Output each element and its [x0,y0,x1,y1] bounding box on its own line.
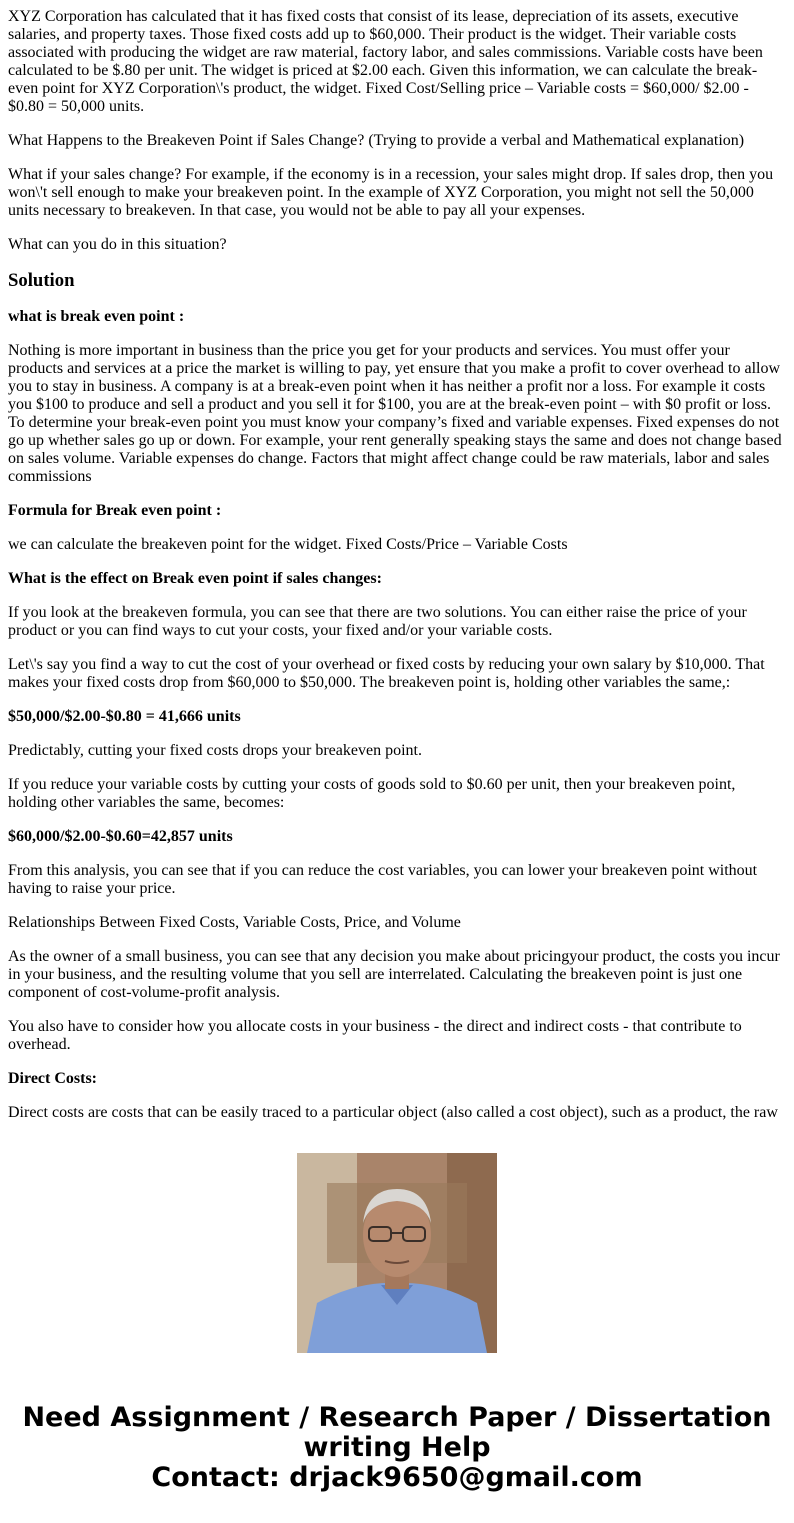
solution-body [8,308,786,1122]
paragraph: What if your sales change? For example, if the economy is in a recession, your sales might drop. If sales drop, then you won\'t sell enough to make your breakeven point. In the example of XYZ Corporation, you might not sell the 50,000 units necessary to breakeven. In that case, you would not be able to pay all your expenses. [8,166,774,219]
article-content [8,8,786,1121]
paragraph: As the owner of a small business, you can see that any decision you make about pricingyour product, the costs you incur in your business, and the resulting volume that you sell are interrelated. Calculating the breakeven point is just one component of cost-volume-profit analysis. [8,948,780,1001]
paragraph: From this analysis, you can see that if you can reduce the cost variables, you can lower your breakeven point without having to raise your price. [8,862,758,897]
paragraph: You also have to consider how you allocate costs in your business - the direct and indirect costs - that contribute to overhead. [8,1018,742,1053]
promo-banner [0,1403,794,1493]
paragraph: XYZ Corporation has calculated that it has fixed costs that consist of its lease, depreciation of its assets, executive salaries, and property taxes. Those fixed costs add up to $60,000. Their product is the widget. Their variable costs associated with producing the widget are raw material, factory labor, and sales commissions. Variable costs have been calculated to be $.80 per unit. The widget is priced at $2.00 each. Given this information, we can calculate the break-even point for XYZ Corporation\'s product, the widget. Fixed Cost/Selling price – Variable costs = $60,000/ $2.00 - $0.80 = 50,000 units. [8,8,763,115]
paragraph: Formula for Break even point : [8,502,222,519]
paragraph: we can calculate the breakeven point for the widget. Fixed Costs/Price – Variable Costs [8,536,568,553]
paragraph: $60,000/$2.00-$0.60=42,857 units [8,828,233,845]
paragraph: Direct Costs: [8,1070,98,1087]
solution-heading: Solution [8,270,75,291]
author-avatar [297,1153,497,1353]
paragraph: Predictably, cutting your fixed costs drops your breakeven point. [8,742,422,759]
question-text [8,8,786,254]
paragraph: Let\'s say you find a way to cut the cost of your overhead or fixed costs by reducing your own salary by $10,000. That makes your fixed costs drop from $60,000 to $50,000. The breakeven point is, holding other variables the same,: [8,656,765,691]
paragraph: What Happens to the Breakeven Point if Sales Change? (Trying to provide a verbal and Mathematical explanation) [8,132,745,149]
paragraph: What is the effect on Break even point if sales changes: [8,570,382,587]
paragraph: Direct costs are costs that can be easily traced to a particular object (also called a cost object), such as a product, the raw [8,1104,778,1121]
paragraph: If you reduce your variable costs by cutting your costs of goods sold to $0.60 per unit, then your breakeven point, holding other variables the same, becomes: [8,776,736,811]
paragraph: what is break even point : [8,308,185,325]
paragraph: If you look at the breakeven formula, you can see that there are two solutions. You can either raise the price of your product or you can find ways to cut your costs, your fixed and/or your variable costs. [8,604,747,639]
paragraph: Relationships Between Fixed Costs, Variable Costs, Price, and Volume [8,914,461,931]
promo-line: Need Assignment / Research Paper / Dissertation [22,1402,772,1433]
avatar-portrait [297,1153,497,1353]
paragraph: What can you do in this situation? [8,236,227,253]
paragraph: Nothing is more important in business than the price you get for your products and services. You must offer your products and services at a price the market is willing to pay, yet ensure that you make a profit to cover overhead to allow you to stay in business. A company is at a break-even point when it has neither a profit nor a loss. For example it costs you $100 to produce and sell a product and you sell it for $100, you are at the break-even point – with $0 profit or loss. To determine your break-even point you must know your company’s fixed and variable expenses. Fixed expenses do not go up whether sales go up or down. For example, your rent generally speaking stays the same and does not change based on sales volume. Variable expenses do change. Factors that might affect change could be raw materials, labor and sales commissions [8,342,782,485]
promo-line: writing Help [303,1432,491,1463]
paragraph: $50,000/$2.00-$0.80 = 41,666 units [8,708,241,725]
promo-contact: Contact: drjack9650@gmail.com [151,1462,643,1493]
